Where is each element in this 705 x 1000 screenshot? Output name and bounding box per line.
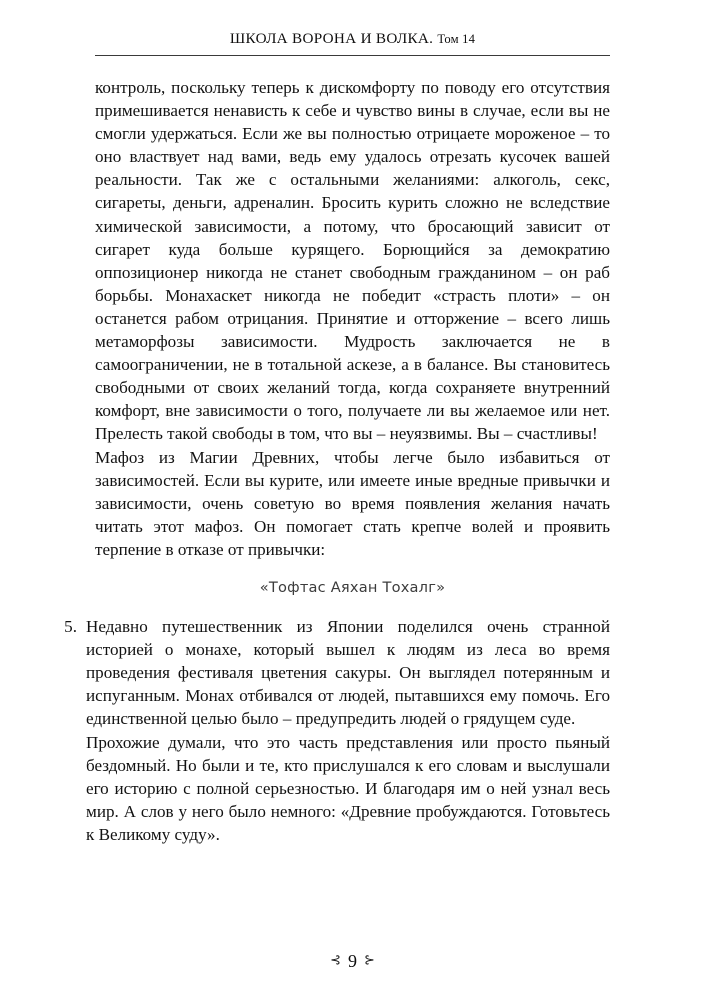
page-footer	[0, 948, 705, 973]
list-item-body	[86, 615, 610, 846]
numbered-list-item	[64, 615, 610, 846]
ornament-right-icon: ⊱	[364, 952, 375, 968]
list-item-marker: 5.	[64, 617, 77, 637]
mantra-line: «Тофтас Аяхан Тохалг»	[259, 578, 446, 596]
page-header	[95, 30, 610, 56]
page-content	[64, 76, 610, 846]
page-number: 9	[348, 951, 357, 972]
ornament-left-icon: ⊰	[330, 952, 341, 968]
list-item-paragraph-2: Прохожие думали, что это часть представления или просто пьяный бездомный. Но были и те, кто прислушался к его словам и выслушали его историю с полной серьезностью. И благодаря им о ней узнал весь мир. А слов у него было немного: «Древние пробуждаются. Готовьтесь к Великому суду».	[86, 732, 610, 844]
running-head-book-title: ШКОЛА ВОРОНА И ВОЛКА.	[229, 30, 434, 47]
running-head	[95, 30, 610, 48]
running-head-volume: Том 14	[437, 32, 476, 46]
body-paragraph-continued: контроль, поскольку теперь к дискомфорту по поводу его отсутствия примешивается ненависть к себе и чувство вины в случае, если вы не смогли удержаться. Если же вы полностью отрицаете мороженое – то оно властвует над вами, ведь ему удалось отрезать кусочек вашей реальности. Так же с остальными желаниями: алкоголь, секс, сигареты, деньги, адреналин. Бросить курить сложно не вследствие химической зависимости, а потому, что бросающий зависит от сигарет куда больше курящего. Борющийся за демократию оппозиционер никогда не станет свободным гражданином – он раб борьбы. Монахаскет никогда не победит «страсть плоти» – он останется рабом отрицания. Принятие и отторжение – всего лишь метаморфозы зависимости. Мудрость заключается не в самоограничении, не в тотальной аскезе, а в балансе. Вы становитесь свободными от своих желаний тогда, когда сохраняете внутренний комфорт, вне зависимости о того, получаете ли вы желаемое или нет. Прелесть такой свободы в том, что вы – неуязвимы. Вы – счастливы!	[95, 78, 610, 444]
body-paragraph-mafoz: Мафоз из Магии Древних, чтобы легче было избавиться от зависимостей. Если вы курите, или имеете иные вредные привычки и зависимости, очень советую во время появления желания начать читать этот мафоз. Он помогает стать крепче волей и проявить терпение в отказе от привычки:	[95, 447, 610, 559]
header-rule-divider	[95, 55, 610, 56]
list-item-paragraph-1: Недавно путешественник из Японии поделился очень странной историей о монахе, который вышел к людям из леса во время проведения фестиваля цветения сакуры. Он выглядел потерянным и испуганным. Монах отбивался от людей, пытавшихся ему помочь. Его единственной целью было – предупредить людей о грядущем суде.	[86, 617, 610, 729]
